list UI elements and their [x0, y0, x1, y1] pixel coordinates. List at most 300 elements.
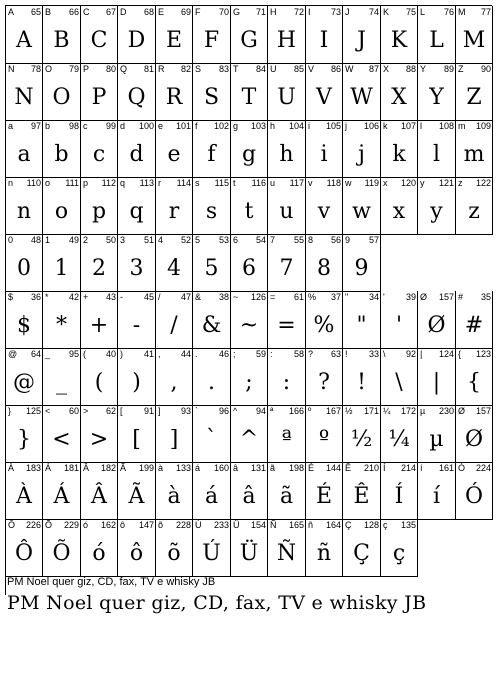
glyph-char-label: .	[195, 349, 198, 359]
glyph-cell	[381, 291, 418, 349]
glyph-label	[43, 6, 80, 18]
glyph-cell	[156, 63, 193, 121]
glyph-cell	[306, 348, 343, 406]
glyph-cell	[193, 234, 231, 292]
glyph-char-label: á	[195, 463, 201, 473]
glyph-cell	[343, 405, 381, 463]
glyph-cell	[156, 6, 193, 64]
glyph-code: 58	[293, 349, 304, 359]
glyph-sample: n	[16, 199, 32, 224]
glyph-cell	[43, 405, 81, 463]
glyph-code: 224	[475, 463, 491, 473]
glyph-code: 214	[400, 463, 416, 473]
glyph-label	[193, 348, 230, 360]
glyph-cell	[343, 462, 381, 520]
glyph-cell	[381, 348, 418, 406]
glyph-label	[231, 291, 267, 303]
glyph-code: 42	[68, 292, 79, 302]
glyph-sample: Ó	[464, 484, 484, 509]
glyph-sample: C	[90, 28, 108, 53]
glyph-char-label: â	[233, 463, 239, 473]
glyph-label	[118, 120, 155, 132]
glyph-cell	[268, 234, 306, 292]
glyph-sample: b	[54, 142, 69, 167]
glyph-char-label: ó	[83, 520, 89, 530]
glyph-sample: à	[167, 484, 181, 509]
glyph-char-label: =	[270, 292, 276, 302]
glyph-label	[118, 177, 155, 189]
glyph-code: 160	[213, 463, 229, 473]
glyph-sample: ô	[129, 541, 144, 566]
glyph-sample: ½	[350, 427, 373, 452]
glyph-code: 34	[368, 292, 379, 302]
glyph-sample: m	[463, 142, 485, 167]
glyph-sample: d	[129, 142, 144, 167]
glyph-code: 182	[100, 463, 116, 473]
glyph-sample: w	[352, 199, 371, 224]
glyph-char-label: 1	[45, 235, 51, 245]
glyph-cell	[156, 234, 193, 292]
glyph-label	[268, 462, 305, 474]
glyph-char-label: |	[420, 349, 423, 359]
glyph-sample: o	[54, 199, 69, 224]
glyph-code: 83	[218, 64, 229, 74]
glyph-char-label: R	[158, 64, 165, 74]
glyph-cell	[268, 348, 306, 406]
glyph-label	[81, 177, 117, 189]
glyph-label	[381, 405, 417, 417]
glyph-label	[193, 63, 230, 75]
glyph-cell	[6, 348, 43, 406]
glyph-sample: À	[16, 484, 32, 509]
glyph-char-label: `	[195, 406, 198, 416]
glyph-code: 74	[368, 7, 379, 17]
glyph-char-label: V	[308, 64, 315, 74]
glyph-char-label: b	[45, 121, 51, 131]
glyph-code: 43	[105, 292, 116, 302]
glyph-cell	[81, 519, 118, 577]
glyph-char-label: Í	[383, 463, 386, 473]
glyph-label	[43, 405, 80, 417]
glyph-code: 157	[475, 406, 491, 416]
glyph-row	[6, 462, 493, 519]
glyph-label	[156, 177, 192, 189]
glyph-char-label: Ã	[120, 463, 127, 473]
glyph-code: 108	[438, 121, 454, 131]
glyph-cell	[231, 177, 268, 235]
glyph-cell	[343, 519, 381, 577]
glyph-label	[418, 348, 455, 360]
glyph-sample: D	[127, 28, 146, 53]
glyph-code: 33	[368, 349, 379, 359]
glyph-cell	[118, 462, 156, 520]
glyph-char-label: n	[8, 178, 14, 188]
glyph-char-label: f	[195, 121, 198, 131]
glyph-code: 104	[288, 121, 304, 131]
sample-text-large: PM Noel quer giz, CD, fax, TV e whisky JB	[7, 592, 427, 614]
glyph-label	[193, 120, 230, 132]
glyph-sample: µ	[429, 427, 444, 452]
glyph-char-label: º	[308, 406, 312, 416]
glyph-cell	[456, 63, 493, 121]
glyph-char-label: '	[383, 292, 385, 302]
glyph-cell	[343, 348, 381, 406]
glyph-label	[343, 63, 380, 75]
glyph-char-label: 6	[233, 235, 239, 245]
glyph-label	[6, 177, 42, 189]
glyph-cell	[306, 177, 343, 235]
glyph-cell	[268, 519, 306, 577]
glyph-code: 123	[475, 349, 491, 359]
glyph-char-label: Ê	[345, 463, 352, 473]
glyph-cell	[118, 291, 156, 349]
glyph-label	[6, 348, 42, 360]
glyph-char-label: m	[458, 121, 466, 131]
glyph-label	[81, 6, 117, 18]
glyph-sample: >	[89, 427, 109, 452]
glyph-cell	[156, 462, 193, 520]
glyph-cell	[418, 291, 456, 349]
glyph-sample: U	[277, 85, 296, 110]
glyph-char-label: Ó	[458, 463, 466, 473]
glyph-label	[231, 348, 267, 360]
glyph-code: 117	[289, 178, 304, 188]
glyph-char-label: í	[420, 463, 423, 473]
glyph-char-label: x	[383, 178, 388, 188]
glyph-code: 112	[101, 178, 116, 188]
glyph-char-label: ^	[233, 406, 238, 416]
glyph-code: 162	[100, 520, 116, 530]
glyph-char-label: 0	[8, 235, 14, 245]
glyph-label	[381, 6, 417, 18]
glyph-code: 66	[68, 7, 79, 17]
glyph-char-label: :	[270, 349, 273, 359]
glyph-code: 86	[330, 64, 341, 74]
glyph-sample: :	[282, 370, 291, 395]
glyph-label	[231, 120, 267, 132]
glyph-label	[156, 519, 192, 531]
glyph-cell	[118, 6, 156, 64]
glyph-sample: %	[313, 313, 335, 338]
glyph-cell	[418, 177, 456, 235]
glyph-cell	[268, 120, 306, 178]
glyph-cell	[381, 405, 418, 463]
glyph-cell	[81, 462, 118, 520]
glyph-char-label: L	[420, 7, 426, 17]
glyph-label	[193, 462, 230, 474]
glyph-row	[6, 120, 493, 177]
glyph-cell	[43, 6, 81, 64]
glyph-code: 199	[138, 463, 154, 473]
glyph-code: 35	[480, 292, 491, 302]
glyph-code: 61	[293, 292, 304, 302]
glyph-char-label: 9	[345, 235, 351, 245]
glyph-sample: "	[356, 313, 367, 338]
glyph-char-label: E	[158, 7, 165, 17]
glyph-code: 90	[480, 64, 491, 74]
glyph-sample: G	[240, 28, 258, 53]
glyph-sample: H	[276, 28, 297, 53]
glyph-cell	[343, 6, 381, 64]
glyph-code: 85	[293, 64, 304, 74]
glyph-char-label: d	[120, 121, 126, 131]
glyph-char-label: }	[8, 406, 12, 416]
glyph-sample: y	[430, 199, 443, 224]
glyph-label	[81, 63, 117, 75]
glyph-cell	[456, 120, 493, 178]
glyph-label	[306, 234, 342, 246]
glyph-code: 99	[105, 121, 116, 131]
glyph-code: 47	[180, 292, 191, 302]
glyph-cell	[381, 519, 418, 577]
glyph-cell	[268, 63, 306, 121]
glyph-code: 133	[175, 463, 191, 473]
glyph-code: 120	[400, 178, 416, 188]
glyph-label	[43, 120, 80, 132]
glyph-label	[118, 348, 155, 360]
glyph-sample: ç	[392, 541, 406, 566]
glyph-cell	[193, 6, 231, 64]
glyph-code: 70	[218, 7, 229, 17]
glyph-cell	[6, 405, 43, 463]
glyph-code: 89	[443, 64, 454, 74]
glyph-char-label: z	[458, 178, 463, 188]
glyph-label	[418, 177, 455, 189]
glyph-cell	[43, 234, 81, 292]
glyph-sample: º	[318, 427, 330, 452]
glyph-char-label: >	[83, 406, 89, 416]
glyph-cell	[456, 291, 493, 349]
glyph-sample: ;	[245, 370, 253, 395]
glyph-cell	[81, 291, 118, 349]
glyph-code: 154	[250, 520, 266, 530]
glyph-label	[231, 405, 267, 417]
glyph-label	[193, 6, 230, 18]
glyph-sample: 6	[242, 256, 256, 281]
glyph-cell	[81, 63, 118, 121]
glyph-code: 54	[255, 235, 266, 245]
glyph-code: 100	[138, 121, 154, 131]
glyph-sample: `	[206, 427, 217, 452]
glyph-char-label: 8	[308, 235, 314, 245]
glyph-code: 97	[30, 121, 41, 131]
glyph-sample: (	[94, 370, 104, 395]
glyph-sample: z	[468, 199, 480, 224]
glyph-code: 113	[139, 178, 154, 188]
glyph-code: 71	[255, 7, 266, 17]
glyph-sample: f	[207, 142, 216, 167]
glyph-cell	[156, 177, 193, 235]
glyph-sample: i	[320, 142, 328, 167]
glyph-char-label: !	[345, 349, 348, 359]
glyph-cell	[156, 291, 193, 349]
glyph-cell	[456, 177, 493, 235]
glyph-sample: Z	[466, 85, 482, 110]
glyph-char-label: /	[158, 292, 161, 302]
glyph-code: 98	[68, 121, 79, 131]
glyph-sample: _	[56, 370, 67, 395]
glyph-sample: r	[168, 199, 180, 224]
glyph-cell	[268, 462, 306, 520]
glyph-cell	[306, 462, 343, 520]
glyph-code: 233	[213, 520, 229, 530]
glyph-char-label: C	[83, 7, 90, 17]
glyph-code: 171	[363, 406, 379, 416]
glyph-cell	[231, 405, 268, 463]
glyph-char-label: F	[195, 7, 201, 17]
glyph-row	[6, 177, 493, 234]
glyph-code: 110	[26, 178, 41, 188]
glyph-sample: M	[462, 28, 486, 53]
glyph-cell	[418, 6, 456, 64]
glyph-sample: v	[317, 199, 331, 224]
glyph-row	[6, 63, 493, 120]
glyph-code: 72	[293, 7, 304, 17]
glyph-sample: ª	[281, 427, 292, 452]
glyph-sample: F	[203, 28, 220, 53]
glyph-cell	[231, 120, 268, 178]
glyph-char-label: Ø	[420, 292, 428, 302]
glyph-cell	[381, 462, 418, 520]
glyph-cell	[43, 177, 81, 235]
glyph-cell	[193, 63, 231, 121]
glyph-label	[306, 63, 342, 75]
glyph-sample: É	[315, 484, 333, 509]
glyph-label	[456, 177, 492, 189]
glyph-cell	[156, 120, 193, 178]
glyph-char-label: ½	[345, 406, 353, 416]
glyph-cell	[306, 63, 343, 121]
glyph-label	[231, 6, 267, 18]
glyph-cell	[6, 519, 43, 577]
glyph-code: 147	[138, 520, 154, 530]
glyph-char-label: e	[158, 121, 164, 131]
glyph-label	[118, 234, 155, 246]
glyph-label	[343, 348, 380, 360]
glyph-label	[231, 519, 267, 531]
glyph-cell	[118, 405, 156, 463]
glyph-cell	[118, 348, 156, 406]
glyph-label	[193, 234, 230, 246]
glyph-char-label: T	[233, 64, 239, 74]
glyph-label	[306, 348, 342, 360]
glyph-label	[306, 6, 342, 18]
glyph-label	[6, 6, 42, 18]
glyph-sample: 4	[167, 256, 181, 281]
glyph-char-label: à	[158, 463, 164, 473]
glyph-label	[81, 405, 117, 417]
glyph-code: 157	[438, 292, 454, 302]
glyph-code: 84	[255, 64, 266, 74]
glyph-code: 49	[68, 235, 79, 245]
glyph-label	[6, 291, 42, 303]
glyph-label	[81, 291, 117, 303]
glyph-label	[306, 462, 342, 474]
glyph-char-label: ç	[383, 520, 388, 530]
glyph-cell	[268, 6, 306, 64]
glyph-char-label: Ø	[458, 406, 466, 416]
glyph-label	[6, 120, 42, 132]
glyph-cell	[381, 6, 418, 64]
glyph-char-label: Á	[45, 463, 52, 473]
glyph-cell	[193, 462, 231, 520]
glyph-char-label: ,	[158, 349, 161, 359]
glyph-label	[231, 177, 267, 189]
glyph-label	[81, 234, 117, 246]
glyph-char-label: [	[120, 406, 123, 416]
glyph-label	[381, 120, 417, 132]
glyph-code: 165	[288, 520, 304, 530]
glyph-cell	[118, 177, 156, 235]
glyph-code: 53	[218, 235, 229, 245]
glyph-code: 51	[143, 235, 154, 245]
glyph-char-label: À	[8, 463, 15, 473]
glyph-cell	[193, 405, 231, 463]
glyph-code: 87	[368, 64, 379, 74]
glyph-code: 167	[325, 406, 341, 416]
glyph-sample: í	[432, 484, 441, 509]
glyph-cell	[306, 120, 343, 178]
glyph-label	[456, 63, 492, 75]
glyph-sample: Á	[53, 484, 70, 509]
glyph-sample: W	[350, 85, 373, 110]
glyph-sample: Í	[394, 484, 404, 509]
character-map-grid	[5, 5, 492, 595]
glyph-label	[418, 6, 455, 18]
glyph-sample: S	[203, 85, 220, 110]
glyph-cell	[43, 348, 81, 406]
glyph-sample: V	[316, 85, 332, 110]
glyph-code: 55	[293, 235, 304, 245]
glyph-char-label: ô	[120, 520, 126, 530]
glyph-char-label: 2	[83, 235, 89, 245]
glyph-label	[118, 63, 155, 75]
glyph-char-label: a	[8, 121, 14, 131]
glyph-cell	[343, 177, 381, 235]
glyph-sample: 2	[92, 256, 106, 281]
glyph-char-label: s	[195, 178, 200, 188]
glyph-char-label: #	[458, 292, 464, 302]
glyph-sample: Ú	[202, 541, 221, 566]
glyph-code: 128	[363, 520, 379, 530]
glyph-char-label: t	[233, 178, 236, 188]
glyph-label	[456, 405, 492, 417]
glyph-cell	[381, 120, 418, 178]
glyph-label	[343, 462, 380, 474]
glyph-cell	[6, 63, 43, 121]
glyph-char-label: P	[83, 64, 90, 74]
glyph-label	[268, 519, 305, 531]
glyph-char-label: ª	[270, 406, 274, 416]
glyph-sample: +	[89, 313, 109, 338]
glyph-code: 46	[218, 349, 229, 359]
glyph-label	[118, 462, 155, 474]
glyph-label	[118, 405, 155, 417]
glyph-code: 63	[330, 349, 341, 359]
glyph-cell	[118, 234, 156, 292]
glyph-cell	[231, 291, 268, 349]
glyph-label	[118, 519, 155, 531]
glyph-label	[343, 291, 380, 303]
glyph-label	[381, 291, 417, 303]
glyph-label	[268, 348, 305, 360]
glyph-label	[381, 177, 417, 189]
glyph-char-label: Ô	[8, 520, 16, 530]
glyph-cell	[231, 348, 268, 406]
glyph-label	[268, 6, 305, 18]
glyph-char-label: õ	[158, 520, 164, 530]
glyph-label	[418, 120, 455, 132]
